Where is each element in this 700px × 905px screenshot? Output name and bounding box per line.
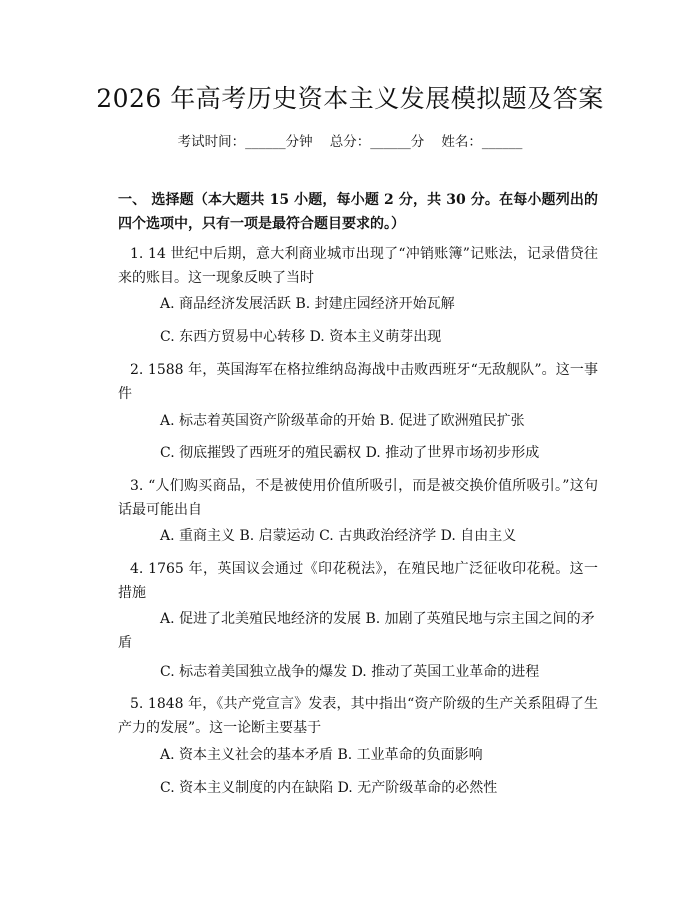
question-4-options-ab: A. 促进了北美殖民地经济的发展 B. 加剧了英殖民地与宗主国之间的矛盾 [118, 611, 595, 651]
question-2-stem: 2. 1588 年，英国海军在格拉维纳岛海战中击败西班牙“无敌舰队”。这一事件 [118, 362, 598, 402]
question-4-options-cd: C. 标志着美国独立战争的爆发 D. 推动了英国工业革命的进程 [160, 664, 540, 680]
question-3-options: A. 重商主义 B. 启蒙运动 C. 古典政治经济学 D. 自由主义 [160, 528, 517, 544]
question-4-stem: 4. 1765 年，英国议会通过《印花税法》，在殖民地广泛征收印花税。这一措施 [118, 561, 598, 601]
question-5-options-cd: C. 资本主义制度的内在缺陷 D. 无产阶级革命的必然性 [160, 780, 498, 796]
question-1-stem: 1. 14 世纪中后期，意大利商业城市出现了“冲销账簿”记账法，记录借贷往来的账目。这一现象反映了当时 [118, 246, 598, 286]
question-2-options-ab: A. 标志着英国资产阶级革命的开始 B. 促进了欧洲殖民扩张 [160, 413, 525, 429]
page-title: 2026 年高考历史资本主义发展模拟题及答案 [96, 84, 604, 113]
section-heading: 一、 选择题（本大题共 15 小题，每小题 2 分，共 30 分。在每小题列出的四个选项中，只有一项是最符合题目要求的。） [118, 192, 598, 232]
exam-info-line: 考试时间：______分钟 总分：______分 姓名：______ [177, 134, 523, 150]
question-1-options-cd: C. 东西方贸易中心转移 D. 资本主义萌芽出现 [160, 329, 442, 345]
question-5-options-ab: A. 资本主义社会的基本矛盾 B. 工业革命的负面影响 [160, 747, 483, 763]
question-5-stem: 5. 1848 年，《共产党宣言》发表，其中指出“资产阶级的生产关系阻碍了生产力的发展”。这一论断主要基于 [118, 696, 598, 736]
question-1-options-ab: A. 商品经济发展活跃 B. 封建庄园经济开始瓦解 [160, 296, 455, 312]
question-3-stem: 3. “人们购买商品，不是被使用价值所吸引，而是被交换价值所吸引。”这句话最可能出自 [118, 478, 598, 518]
question-2-options-cd: C. 彻底摧毁了西班牙的殖民霸权 D. 推动了世界市场初步形成 [160, 445, 540, 461]
